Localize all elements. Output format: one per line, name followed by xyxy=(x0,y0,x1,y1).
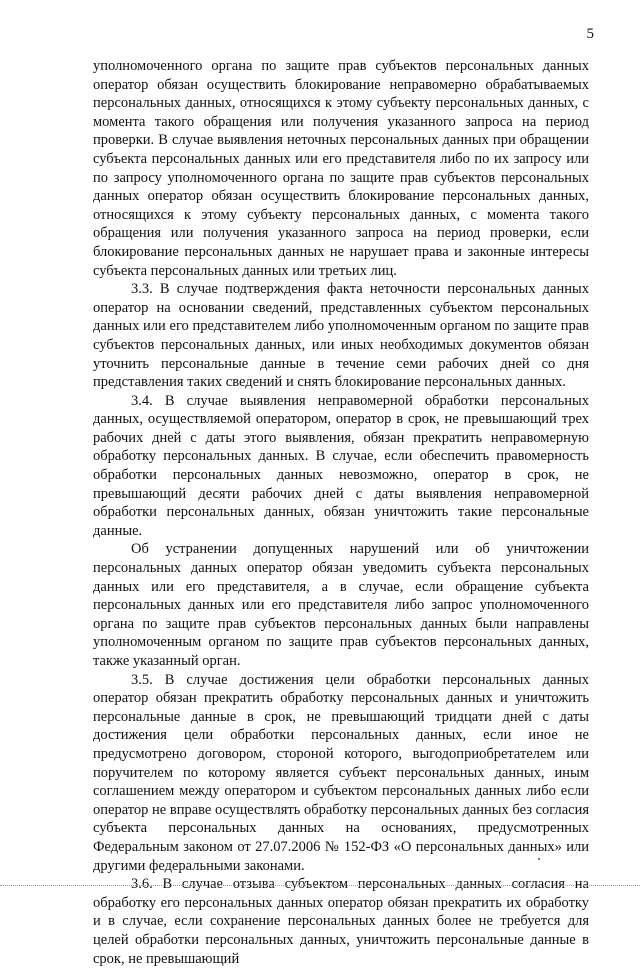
paragraph-3-6: 3.6. В случае отзыва субъектом персональных данных согласия на обработку его персональных данных оператор обязан прекратить их обработку и в случае, если сохранение персональных данных более не требуется для целей обработки персональных данных, уничтожить персональные данные в срок, не превышающий xyxy=(93,876,589,967)
paragraph-continuation: уполномоченного органа по защите прав субъектов персональных данных оператор обязан осуществить блокирование неправомерно обрабатываемых персональных данных, относящихся к этому субъекту персональных данных, с момента такого обращения или получения указанного запроса на период проверки. В случае выявления неточных персональных данных при обращении субъекта персональных данных или его представителя либо по их запросу или по запросу уполномоченного органа по защите прав субъектов персональных данных оператор обязан осуществить блокирование персональных данных, относящихся к этому субъекту персональных данных, с момента такого обращения или получения указанного запроса на период проверки, если блокирование персональных данных не нарушает права и законные интересы субъекта персональных данных или третьих лиц. xyxy=(93,58,589,279)
scan-speck xyxy=(538,858,540,860)
document-body xyxy=(93,57,589,968)
paragraph-3-5: 3.5. В случае достижения цели обработки персональных данных оператор обязан прекратить обработку персональных данных и уничтожить персональные данные в срок, не превышающий тридцати дней с даты достижения цели обработки персональных данных, если иное не предусмотрено договором, стороной которого, выгодоприобретателем или поручителем по которому является субъект персональных данных, иным соглашением между оператором и субъектом персональных данных либо если оператор не вправе осуществлять обработку персональных данных без согласия субъекта персональных данных на основаниях, предусмотренных Федеральным законом от 27.07.2006 № 152-ФЗ «О персональных данных» или другими федеральными законами. xyxy=(93,671,589,874)
paragraph-3-4: 3.4. В случае выявления неправомерной обработки персональных данных, осуществляемой оператором, оператор в срок, не превышающий трех рабочих дней с даты этого выявления, обязан прекратить неправомерную обработку персональных данных. В случае, если обеспечить правомерность обработки персональных данных невозможно, оператор в срок, не превышающий десяти рабочих дней с даты выявления неправомерной обработки персональных данных, обязан уничтожить такие персональные данные. xyxy=(93,392,589,539)
page-bottom-edge xyxy=(0,885,640,886)
paragraph-notification: Об устранении допущенных нарушений или об уничтожении персональных данных оператор обязан уведомить субъекта персональных данных или его представителя, а в случае, если обращение субъекта персональных данных или его представителя либо запрос уполномоченного органа по защите прав субъектов персональных данных были направлены уполномоченным органом по защите прав субъектов персональных данных, также указанный орган. xyxy=(93,541,589,669)
paragraph-3-3: 3.3. В случае подтверждения факта неточности персональных данных оператор на основании сведений, представленных субъектом персональных данных или его представителем либо уполномоченным органом по защите прав субъектов персональных данных, или иных необходимых документов обязан уточнить персональные данные в течение семи рабочих дней со дня представления таких сведений и снять блокирование персональных данных. xyxy=(93,281,589,391)
page-number: 5 xyxy=(586,26,594,42)
